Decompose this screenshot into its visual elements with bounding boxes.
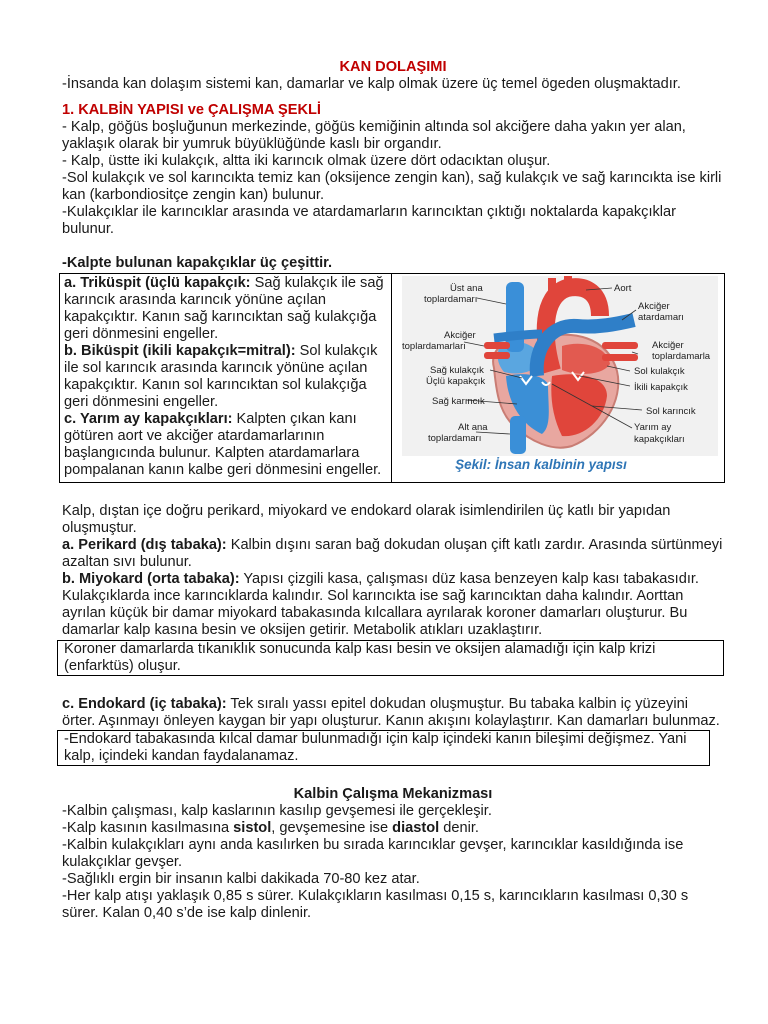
mechanism-para: -Her kalp atışı yaklaşık 0,85 s sürer. Kulakçıkların kasılması 0,15 s, karıncıkların kasılması 0,30 s sürer. Kalan 0,40 s’de ise kalp dinlenir. [62, 888, 689, 921]
page-title: KAN DOLAŞIMI [339, 59, 447, 75]
section1-para: - Kalp, göğüs boşluğunun merkezinde, göğüs kemiğinin altında sol akciğere daha yakın yer alan, yaklaşık olarak bir yumruk büyüklüğünde kaslı bir organdır. [62, 119, 686, 152]
note-box-endokard [57, 730, 710, 766]
valves-table [59, 273, 725, 483]
figure-caption: Şekil: İnsan kalbinin yapısı [455, 457, 627, 472]
figure-cell [392, 274, 724, 482]
layer-text: Kalbin dışını saran bağ dokudan oluşan çift katlı zardır. Arasında sürtünmeyi azaltan sıvı bulunur. [62, 537, 723, 570]
aorta-branch [548, 278, 556, 294]
mechanism-text: denir. [439, 820, 479, 836]
pulmonary-vein [484, 342, 510, 349]
label-aort: Aort [614, 283, 632, 294]
valve-text: Kalpten çıkan kanı götüren aort ve akciğer atardamarlarının başlangıcında bulunur. Kalpten atardamarlara pompalanan kanın kalbe geri dönmesini engeller. [64, 411, 382, 478]
pulmonary-artery-left [494, 334, 542, 338]
label-sag-kulakcik: Sağ kulakçık [430, 365, 484, 376]
label-akc-top-right: Akciğer [652, 340, 684, 351]
label-alt-ana: Alt ana [458, 422, 488, 433]
valve-item [64, 275, 387, 343]
label-sol-kulakcik: Sol kulakçık [634, 366, 685, 377]
aorta-branch [564, 276, 572, 290]
superior-vena-cava [506, 282, 524, 352]
label-sag-karincik: Sağ karıncık [432, 396, 485, 407]
label-akc-top-right-2: toplardamarla [652, 351, 711, 362]
section1-para: -Kulakçıklar ile karıncıklar arasında ve atardamarların karıncıktan çıktığı noktalarda kapakçıklar bulunur. [62, 204, 677, 237]
label-ikili-kapakcik: İkili kapakçık [634, 382, 688, 393]
valve-item [64, 411, 387, 479]
label-alt-ana-2: toplardamarı [428, 433, 482, 444]
heart-diagram [402, 276, 718, 456]
note-text: Koroner damarlarda tıkanıklık sonucunda kalp kası besin ve oksijen alamadığı için kalp krizi (enfarktüs) oluşur. [64, 641, 656, 674]
label-ust-ana: Üst ana [450, 283, 483, 294]
mechanism-text: , gevşemesine ise [271, 820, 393, 836]
label-yarim-ay: Yarım ay [634, 422, 672, 433]
pulmonary-vein [602, 354, 638, 361]
layer-endokard [62, 696, 724, 730]
layer-name: c. Endokard (iç tabaka): [62, 696, 227, 712]
inferior-vena-cava [510, 416, 526, 454]
layers-intro: Kalp, dıştan içe doğru perikard, miyokard ve endokard olarak isimlendirilen üç katlı bir yapıdan oluşmuştur. [62, 503, 671, 536]
valves-heading: -Kalpte bulunan kapakçıklar üç çeşittir. [62, 255, 333, 271]
pulmonary-vein [602, 342, 638, 349]
layer-perikard [62, 537, 724, 571]
mechanism-para: -Kalbin kulakçıkları aynı anda kasılırken bu sırada karıncıklar gevşer, karıncıklar kasıldığında ise kulakçıklar gevşer. [62, 837, 684, 870]
section1-heading: 1. KALBİN YAPISI ve ÇALIŞMA ŞEKLİ [62, 102, 321, 118]
mechanism-heading: Kalbin Çalışma Mekanizması [293, 786, 493, 802]
valves-text-cell [60, 274, 392, 482]
layer-text: Yapısı çizgili kasa, çalışması düz kasa benzeyen kalp kası tabakasıdır. Kulakçıklarda ince karıncıklarda kalındır. Sol karıncıkta ise sağ karıncıktan daha kalındır. Aorttan ayrılan küçük bir damar miyokard tabakasında kılcallara ayrılarak koroner damarları oluşturur. Bu damarlar kalp kasına besin ve oksijen getirir. Metabolik atıkları uzaklaştırır. [62, 571, 699, 638]
valve-text: Sağ kulakçık ile sağ karıncık arasında karıncık yönüne açılan kapakçıktır. Kanın sağ karıncıktan sağ kulakçığa geri dönmesini engeller. [64, 275, 384, 342]
section1-para: - Kalp, üstte iki kulakçık, altta iki karıncık olmak üzere dört odacıktan oluşur. [62, 153, 551, 169]
mechanism-text: -Kalp kasının kasılmasına [62, 820, 234, 836]
label-akc-atar-2: atardamarı [638, 312, 684, 323]
mechanism-para: -Sağlıklı ergin bir insanın kalbi dakikada 70-80 kez atar. [62, 871, 420, 887]
label-akc-top-left-2: toplardamarları [402, 341, 466, 352]
intro-paragraph: -İnsanda kan dolaşım sistemi kan, damarlar ve kalp olmak üzere üç temel ögeden oluşmaktadır. [62, 76, 681, 92]
section1-para: -Sol kulakçık ve sol karıncıkta temiz kan (oksijence zengin kan), sağ kulakçık ve sağ karıncıkta ise kirli kan (karbondiositçe zengin kan) bulunur. [62, 170, 722, 203]
layer-name: a. Perikard (dış tabaka): [62, 537, 227, 553]
label-sol-karincik: Sol karıncık [646, 406, 696, 417]
label-uclu-kapakcik: Üçlü kapakçık [426, 376, 486, 387]
label-ust-ana-2: toplardamarı [424, 294, 478, 305]
valve-name: a. Triküspit (üçlü kapakçık: [64, 275, 251, 291]
mechanism-para [62, 820, 724, 837]
pulmonary-vein [484, 352, 510, 359]
note-box-koroner [57, 640, 724, 676]
term-sistol: sistol [233, 820, 272, 836]
valve-text: Sol kulakçık ile sol karıncık arasında karıncık yönüne açılan kapakçıktır. Kanın sol karıncıktan sol kulakçığa geri dönmesini engeller. [64, 343, 378, 410]
layer-miyokard [62, 571, 724, 639]
valve-name: c. Yarım ay kapakçıkları: [64, 411, 233, 427]
label-yarim-ay-2: kapakçıkları [634, 434, 685, 445]
label-akc-top-left: Akciğer [444, 330, 476, 341]
document-page [62, 58, 724, 922]
layer-text: Tek sıralı yassı epitel dokudan oluşmuştur. Bu tabaka kalbin iç yüzeyini örter. Aşınmayı önleyen kaygan bir yapı oluşturur. Kanın akışını kolaylaştırır. Kan damarları bulunmaz. [62, 696, 720, 729]
term-diastol: diastol [392, 820, 440, 836]
mechanism-para: -Kalbin çalışması, kalp kaslarının kasılıp gevşemesi ile gerçekleşir. [62, 803, 492, 819]
note-text: -Endokard tabakasında kılcal damar bulunmadığı için kalp içindeki kanın bileşimi değişmez. Yani kalp, içindeki kandan faydalanamaz. [64, 731, 687, 764]
layer-name: b. Miyokard (orta tabaka): [62, 571, 240, 587]
valve-name: b. Biküspit (ikili kapakçık=mitral): [64, 343, 296, 359]
label-akc-atar: Akciğer [638, 301, 670, 312]
valve-item [64, 343, 387, 411]
